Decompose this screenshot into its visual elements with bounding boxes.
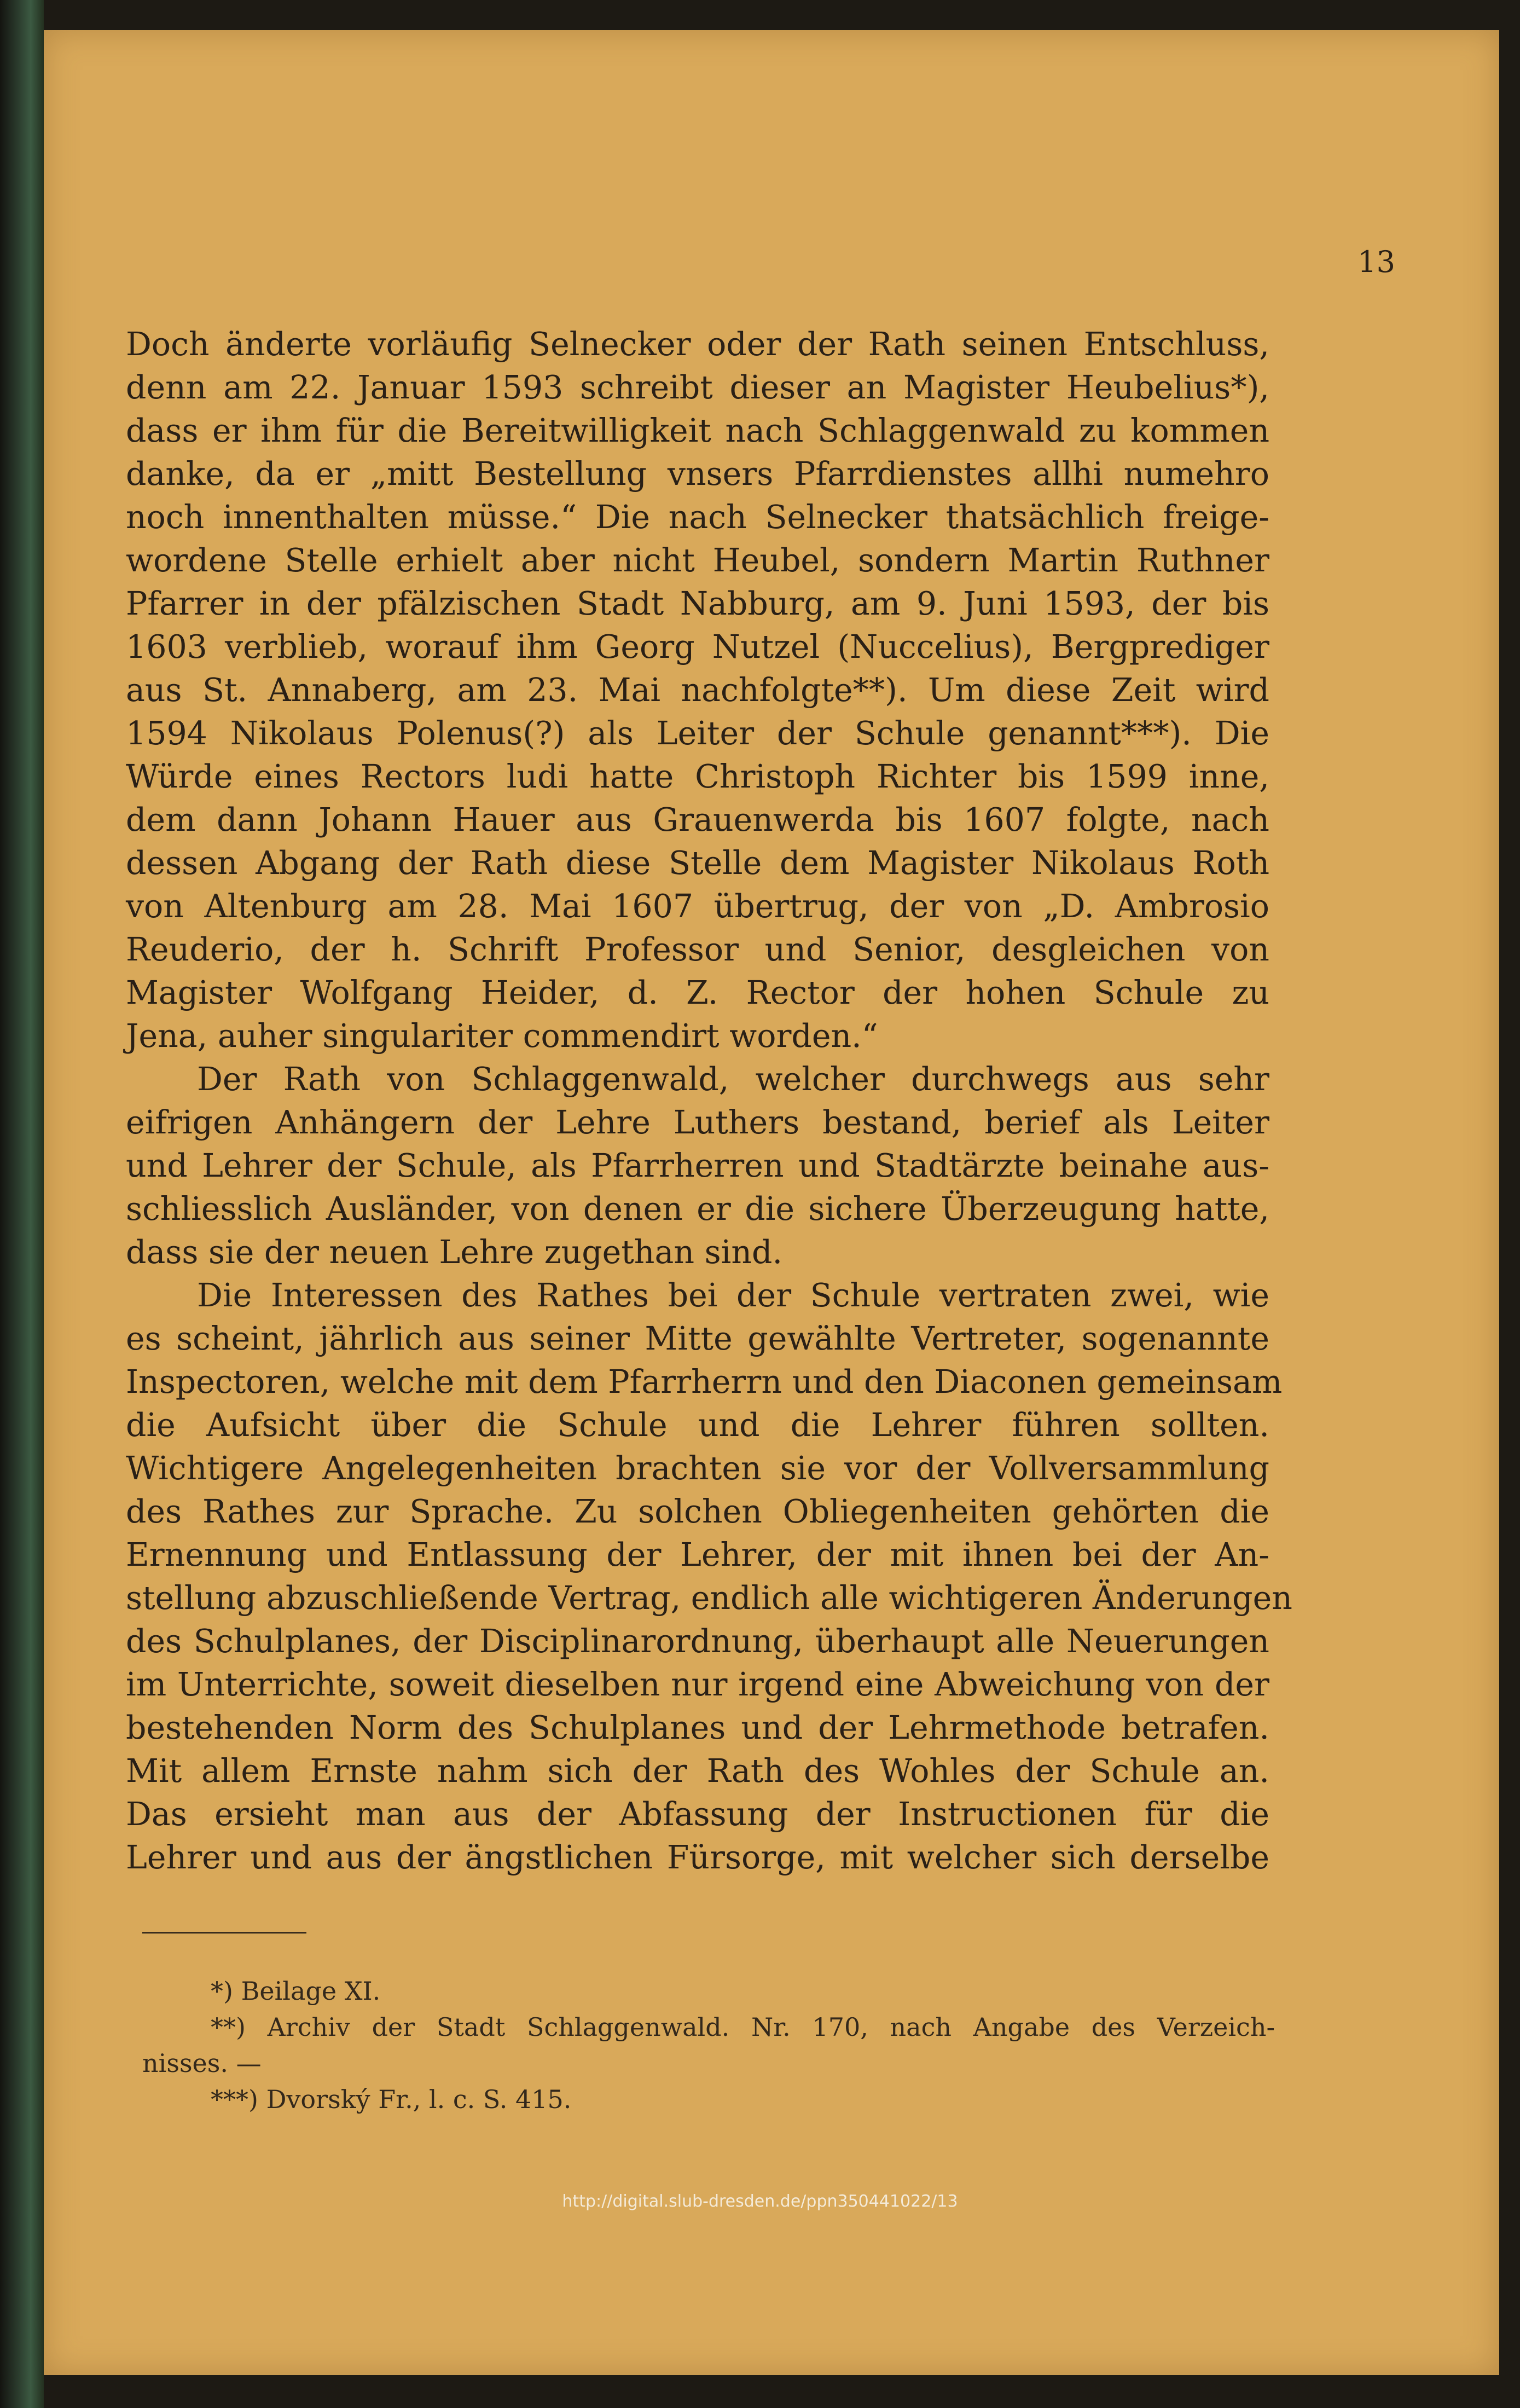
text-line: dass sie der neuen Lehre zugethan sind. [126, 1234, 783, 1271]
footnote-divider [142, 1932, 306, 1934]
text-line: bestehenden Norm des Schulplanes und der Lehrmethode betrafen. [126, 1709, 1269, 1746]
text-line: Mit allem Ernste nahm sich der Rath des Wohles der Schule an. [126, 1752, 1269, 1790]
body-text [126, 323, 1292, 1879]
text-line: Inspectoren, welche mit dem Pfarrherrn und den Diaconen gemeinsam [126, 1363, 1283, 1400]
text-line: Das ersieht man aus der Abfassung der Instructionen für die [126, 1796, 1269, 1833]
text-line: stellung abzuschließende Vertrag, endlich alle wichtigeren Änderungen [126, 1579, 1292, 1617]
text-line: wordene Stelle erhielt aber nicht Heubel, sondern Martin Ruthner [126, 542, 1269, 579]
text-line: 1594 Nikolaus Polenus(?) als Leiter der Schule genannt***). Die [126, 715, 1269, 752]
text-line: schliesslich Ausländer, von denen er die sichere Überzeugung hatte, [126, 1190, 1269, 1228]
text-line: die Aufsicht über die Schule und die Lehrer führen sollten. [126, 1406, 1269, 1444]
text-line: Wichtigere Angelegenheiten brachten sie vor der Vollversammlung [126, 1450, 1269, 1487]
text-line: es scheint, jährlich aus seiner Mitte gewählte Vertreter, sogenannte [126, 1320, 1269, 1357]
text-line: Lehrer und aus der ängstlichen Fürsorge, mit welcher sich derselbe [126, 1839, 1269, 1876]
footnote-line: **) Archiv der Stadt Schlaggenwald. Nr. 170, nach Angabe des Verzeich- [211, 2012, 1275, 2042]
footnote-line: nisses. — [142, 2048, 262, 2078]
footnotes [142, 1973, 1275, 2117]
text-line: Doch änderte vorläufig Selnecker oder der Rath seinen Entschluss, [126, 326, 1269, 363]
text-line: Würde eines Rectors ludi hatte Christoph Richter bis 1599 inne, [126, 758, 1269, 795]
footnote-line: *) Beilage XI. [211, 1976, 381, 2006]
footnote-line: ***) Dvorský Fr., l. c. S. 415. [211, 2085, 572, 2114]
page-number: 13 [1357, 245, 1395, 279]
text-line: dessen Abgang der Rath diese Stelle dem Magister Nikolaus Roth [126, 844, 1269, 882]
text-line: im Unterrichte, soweit dieselben nur irgend eine Abweichung von der [126, 1666, 1269, 1703]
text-line: Pfarrer in der pfälzischen Stadt Nabburg, am 9. Juni 1593, der bis [126, 585, 1269, 622]
text-line: Magister Wolfgang Heider, d. Z. Rector der hohen Schule zu [126, 974, 1269, 1011]
text-line: des Rathes zur Sprache. Zu solchen Obliegenheiten gehörten die [126, 1493, 1269, 1530]
text-line: noch innenthalten müsse.“ Die nach Selnecker thatsächlich freige- [126, 499, 1269, 536]
text-line: denn am 22. Januar 1593 schreibt dieser an Magister Heubelius*), [126, 369, 1269, 406]
text-line: Jena, auher singulariter commendirt worden.“ [126, 1017, 878, 1055]
text-line: Die Interessen des Rathes bei der Schule vertraten zwei, wie [197, 1277, 1269, 1314]
text-line: Reuderio, der h. Schrift Professor und Senior, desgleichen von [126, 931, 1269, 968]
text-line: danke, da er „mitt Bestellung vnsers Pfarrdienstes allhi numehro [126, 455, 1269, 493]
text-line: eifrigen Anhängern der Lehre Luthers bestand, berief als Leiter [126, 1104, 1269, 1141]
text-line: Der Rath von Schlaggenwald, welcher durchwegs aus sehr [197, 1061, 1269, 1098]
book-spine [0, 0, 44, 2408]
text-line: dem dann Johann Hauer aus Grauenwerda bis 1607 folgte, nach [126, 801, 1269, 838]
text-line: dass er ihm für die Bereitwilligkeit nach Schlaggenwald zu kommen [126, 412, 1269, 449]
text-line: und Lehrer der Schule, als Pfarrherren und Stadtärzte beinahe aus- [126, 1147, 1269, 1184]
text-line: des Schulplanes, der Disciplinarordnung, überhaupt alle Neuerungen [126, 1623, 1269, 1660]
text-line: von Altenburg am 28. Mai 1607 übertrug, der von „D. Ambrosio [126, 888, 1269, 925]
text-line: 1603 verblieb, worauf ihm Georg Nutzel (Nuccelius), Bergprediger [126, 628, 1269, 665]
source-url[interactable]: http://digital.slub-dresden.de/ppn350441022/13 [562, 2192, 958, 2211]
text-line: Ernennung und Entlassung der Lehrer, der mit ihnen bei der An- [126, 1536, 1269, 1573]
text-line: aus St. Annaberg, am 23. Mai nachfolgte**). Um diese Zeit wird [126, 672, 1269, 709]
